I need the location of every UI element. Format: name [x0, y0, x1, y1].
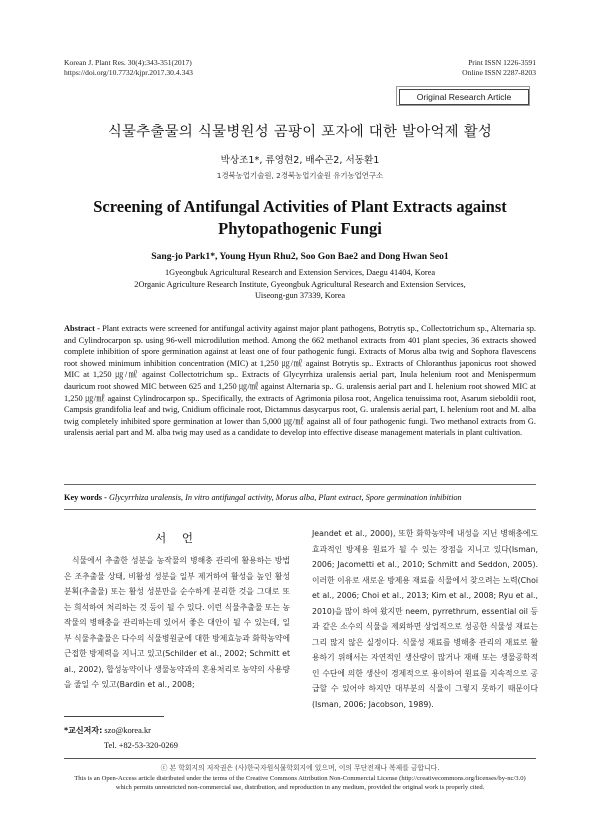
korean-authors: 박상조1*, 류영현2, 배수곤2, 서동환1 [220, 155, 380, 166]
footer-divider [64, 758, 536, 759]
divider [64, 484, 536, 485]
corresponding-author [64, 723, 151, 738]
online-issn: Online ISSN 2287-8203 [462, 68, 536, 77]
korean-title: 식물추출물의 식물병원성 곰팡이 포자에 대한 발아억제 활성 [107, 124, 493, 140]
abstract-text: Plant extracts were screened for antifungal activity against major plant pathogens, Botrytis sp., Collectotrichum sp., Alternaria sp. and Cylindrocarpon sp. using 96-well microdilution method. Among the 662 methanol extracts from 401 plant species, 36 extracts showed complete inhibition of spore germination against at least one of four pathogenic fungi. Extracts of Morus alba twig and Sophora flavescens root showed minimum inhibition concentration (MIC) at 1,250 ㎍/㎖ against Botrytis sp.. Extracts of Chloranthus japonicus root showed MIC at 1,250 ㎍/㎖ against Collectotrichum sp.. Extracts of Glycyrrhiza uralensis aerial part, Inula helenium root and Menispermum dauricum root showed MIC between 625 and 1,250 ㎍/㎖ against Alternaria sp.. G. uralensis aerial part and I. helenium root showed MIC at 1,250 ㎍/㎖ against Cylindrocarpon sp.. Specifically, the extracts of Agrimonia pilosa root, Angelica tenuissima root, Asarum sieboldii root, Campsis grandifolia leaf and twig, Cnidium officinale root, Dictamnus dasycarpus root, G. uralensis aerial part, I. helenium root and M. alba twig completely inhibited spore germination at lower than 5,000 ㎍/㎖ against all of four pathogenic fungi. Two methanol extracts from G. uralensis aerial part and M. alba twig may used as a candidate to develop into effective disease management materials in plant cultivation. [64, 324, 536, 438]
license-line: which permits unrestricted non-commercial use, distribution, and reproduction in any medium, provided the original work is properly cited. [115, 783, 485, 791]
author-phone: Tel. +82-53-320-0269 [104, 741, 178, 750]
affiliation-line: 1Gyeongbuk Agricultural Research and Extension Services, Daegu 41404, Korea [164, 268, 436, 277]
footnote-divider [64, 716, 164, 717]
footnote-label: *교신저자: [64, 726, 103, 735]
keywords [64, 492, 536, 504]
copyright-notice: ⓒ 본 학회지의 저작권은 (사)한국자원식물학회지에 있으며, 이의 무단전재나 복제를 금합니다. [160, 764, 440, 772]
journal-citation: Korean J. Plant Res. 30(4):343-351(2017) [64, 58, 192, 67]
license-notice [60, 775, 540, 792]
abstract-label: Abstract - [64, 324, 103, 333]
korean-affiliations: 1경북농업기술원, 2경북농업기술원 유기농업연구소 [216, 171, 384, 180]
article-type-badge: Original Research Article [399, 89, 529, 105]
section-heading: 서 언 [155, 531, 199, 545]
english-authors: Sang-jo Park1*, Young Hyun Rhu2, Soo Gon Bae2 and Dong Hwan Seo1 [151, 251, 449, 262]
journal-header [64, 58, 193, 78]
issn-block [462, 58, 536, 78]
keywords-text: Glycyrrhiza uralensis, In vitro antifungal activity, Morus alba, Plant extract, Spore germination inhibition [108, 493, 462, 502]
english-affiliations [60, 267, 540, 302]
keywords-label: Key words - [64, 493, 109, 502]
body-column-left: 식물에서 추출한 성분을 농작물의 병해충 관리에 활용하는 방법은 조추출물 상태, 비활성 성분을 일부 제거하여 활성을 높인 활성분획(추출물) 또는 활성 성분만을 순수하게 분리한 것을 그대로 또는 희석하여 처리하는 것 등이 될 수 있다. 이런 식물추출물 또는 농작물의 병해충을 관리하는데 있어서 좋은 대안이 될 수 있는데, 일부 식물추출물은 다수의 식물병원균에 대한 방제효능과 화학농약에 근접한 방제력을 지니고 있고(Schilder et al., 2002; Schmitt et al., 2002), 합성농약이나 생물농약과의 혼용처리로 농약의 사용량을 줄일 수 있고(Bardin et al., 2008; [64, 556, 290, 689]
affiliation-line: 2Organic Agriculture Research Institute, Gyeongbuk Agricultural Research and Extension Services, [134, 279, 466, 289]
divider [64, 509, 536, 510]
body-column-right: Jeandet et al., 2000), 또한 화학농약에 내성을 지닌 병해충에도 효과적인 방제용 원료가 될 수 있는 장점을 지니고 있다(Isman, 2006; Jacometti et al., 2010; Schmitt and Seddon, 2005). 이러한 이유로 새로운 방제용 재료를 식물에서 찾으려는 노력(Choi et al., 2006; Choi et al., 2013; Kim et al., 2008; Ryu et al., 2010)을 많이 하여 왔지만 neem, pyrrethrum, essential oil 등과 같은 소수의 식물을 제외하면 상업적으로 성공한 식물성 재료는 그리 많지 않은 실정이다. 식물성 재료를 병해충 관리의 재료로 활용하기 위해서는 자연적인 생산량이 많거나 재배 또는 생물공학적인 수단에 의한 생산이 경제적으로 용이하여 원료를 지속적으로 공급할 수 있어야 하지만 대부분의 식물이 그렇지 못하기 때문이다(Isman, 2006; Jacobson, 1989). [312, 529, 539, 709]
doi-link[interactable]: https://doi.org/10.7732/kjpr.2017.30.4.343 [64, 68, 193, 77]
affiliation-line: Uiseong-gun 37339, Korea [254, 291, 346, 300]
print-issn: Print ISSN 1226-3591 [468, 58, 536, 67]
author-email[interactable]: szo@korea.kr [104, 726, 151, 735]
english-title-line: Phytopathogenic Fungi [218, 219, 382, 238]
english-title-line: Screening of Antifungal Activities of Plant Extracts against [93, 197, 507, 216]
english-title [60, 196, 540, 240]
abstract [64, 323, 536, 439]
license-line: This is an Open-Access article distributed under the terms of the Creative Commons Attribution Non-Commercial License (http://creativecommons.org/licenses/by-nc/3.0) [74, 775, 526, 782]
